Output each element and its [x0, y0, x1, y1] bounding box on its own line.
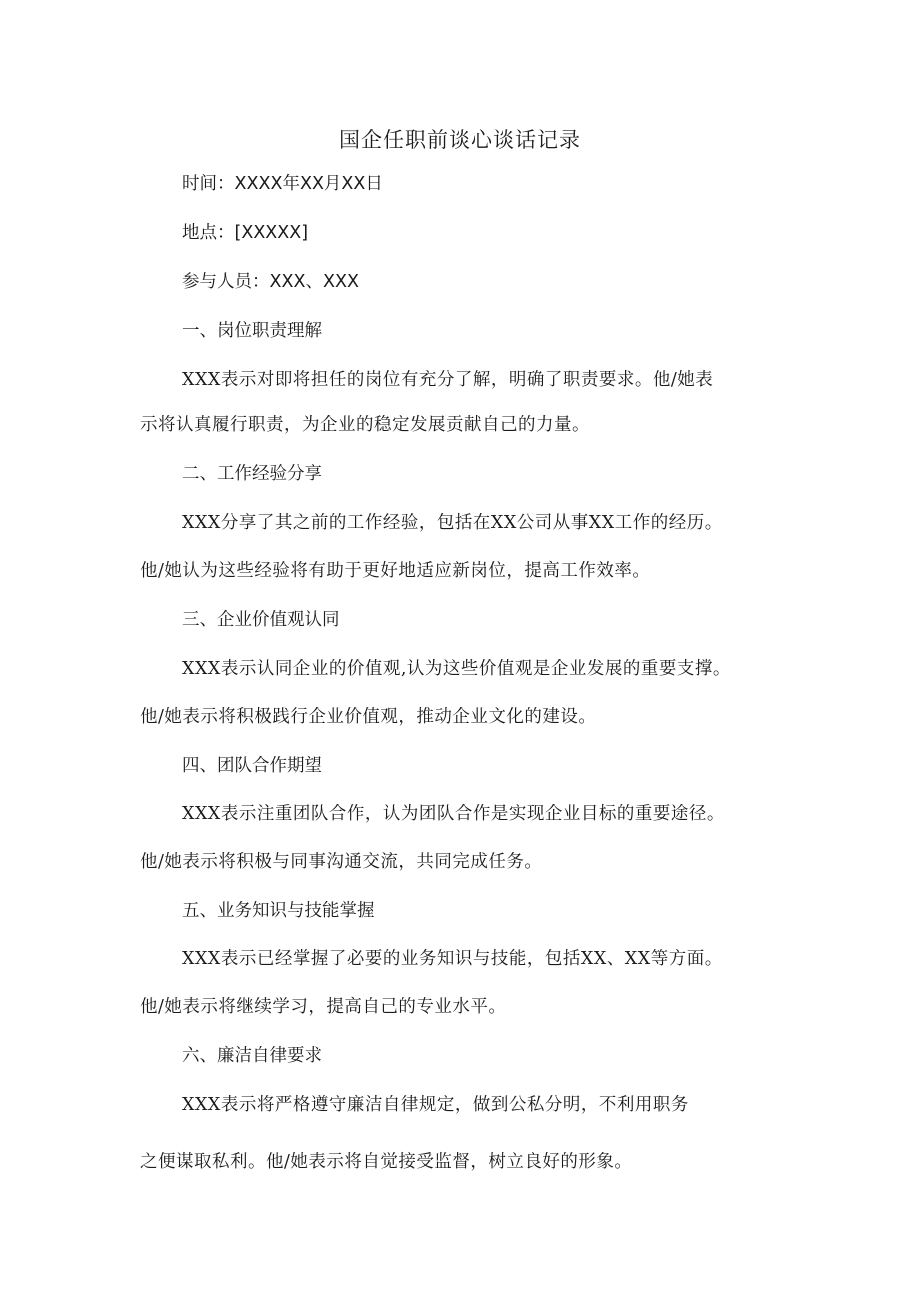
section-paragraph-line: XXX表示注重团队合作，认为团队合作是实现企业目标的重要途径。: [182, 804, 725, 824]
section-heading: 四、团队合作期望: [182, 756, 322, 776]
section-paragraph-line: 他/她表示将继续学习，提高自己的专业水平。: [140, 997, 507, 1017]
section-heading: 一、岗位职责理解: [182, 321, 322, 341]
section-paragraph-line: XXX表示已经掌握了必要的业务知识与技能，包括XX、XX等方面。: [182, 949, 723, 969]
section-heading: 二、工作经验分享: [182, 464, 322, 484]
section-paragraph-line: 示将认真履行职责，为企业的稳定发展贡献自己的力量。: [140, 415, 590, 435]
section-paragraph-line: 他/她表示将积极践行企业价值观，推动企业文化的建设。: [140, 707, 597, 727]
section-heading: 五、业务知识与技能掌握: [182, 901, 375, 921]
section-paragraph-line: XXX表示将严格遵守廉洁自律规定，做到公私分明，不利用职务: [182, 1095, 689, 1115]
section-paragraph-line: 他/她表示将积极与同事沟通交流，共同完成任务。: [140, 852, 543, 872]
meta-location: 地点：[XXXXX]: [182, 223, 309, 243]
section-paragraph-line: 之便谋取私利。他/她表示将自觉接受监督，树立良好的形象。: [140, 1152, 633, 1172]
document-title: 国企任职前谈心谈话记录: [339, 128, 581, 152]
meta-participants: 参与人员：XXX、XXX: [182, 272, 359, 292]
section-paragraph-line: XXX表示对即将担任的岗位有充分了解，明确了职责要求。他/她表: [182, 370, 714, 390]
section-heading: 三、企业价值观认同: [182, 610, 340, 630]
section-paragraph-line: XXX分享了其之前的工作经验，包括在XX公司从事XX工作的经历。: [182, 513, 723, 533]
meta-time: 时间：XXXX年XX月XX日: [182, 174, 383, 194]
section-paragraph-line: 他/她认为这些经验将有助于更好地适应新岗位，提高工作效率。: [140, 561, 651, 581]
section-heading: 六、廉洁自律要求: [182, 1046, 322, 1066]
section-paragraph-line: XXX表示认同企业的价值观,认为这些价值观是企业发展的重要支撑。: [182, 659, 731, 679]
